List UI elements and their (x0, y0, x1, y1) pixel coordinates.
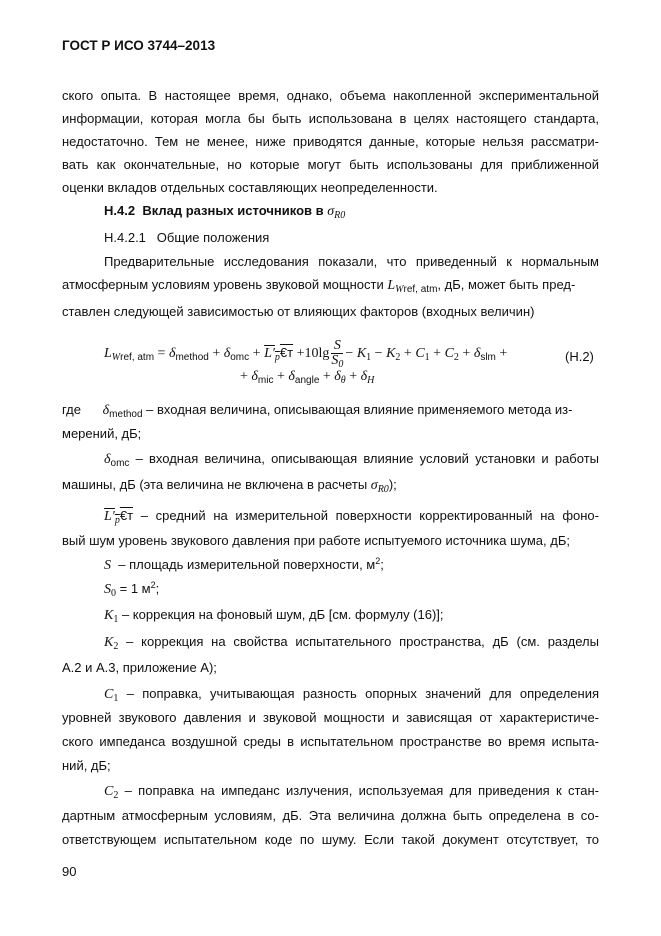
para1-line-4: вать как окончательные, но которые могут быть использованы для приближенной (62, 157, 599, 172)
para1-line-1: ского опыта. В настоящее время, однако, объема накопленной экспериментальной (62, 88, 599, 103)
para2-text-b: , дБ, может быть пред- (437, 277, 576, 292)
section-symbol: σ (327, 204, 335, 219)
equation-line-1: $L_{Wref, atm} = \delta_{method} + \delta_{omc}$ + $L'_p€т +10\lg$ $\frac{S}{S_0}$ − $K_1 - K_2 + C_1 + C_2 + \delta_{slm}$ + (104, 337, 508, 370)
eq-c2: C (444, 346, 454, 361)
def-c2-line-1: $C_2$ – поправка на импеданс излучения, используемая для приведения к стан- (104, 783, 599, 801)
eq-k1: K (356, 346, 367, 361)
para2-symbol: L (387, 278, 396, 293)
eq-equals: = (154, 346, 169, 361)
def-lp-line-2: вый шум уровень звукового давления при работе испытуемого источника шума, дБ; (62, 533, 570, 548)
subsection-title: Общие положения (156, 230, 270, 245)
section-number: H.4.2 (104, 203, 136, 218)
section-title: Вклад разных источников в (142, 203, 324, 218)
para2-symbol-sub: Wref, atm (395, 284, 438, 295)
def-where: где (62, 402, 81, 417)
def-lp-text: – средний на измерительной поверхности корректированный на фоно- (140, 508, 599, 523)
def-lp-line-1: $L'_p€т$ – средний на измерительной поверхности корректированный на фоно- (104, 508, 599, 526)
def-omc-line-1: $\delta_{omc}$ – входная величина, описывающая влияние условий установки и работы (104, 451, 599, 469)
def-c1-line-4: ний, дБ; (62, 758, 111, 773)
def-method-line-1: где $\delta_{method}$ – входная величина, описывающая влияние применяемого метода из- (62, 402, 573, 420)
eq-delta-method-sub: method (175, 352, 209, 363)
def-method-text: – входная величина, описывающая влияние применяемого метода из- (146, 402, 573, 417)
equation-line-2: + $\delta_{mic} + \delta_{angle} + \delta_\theta + \delta_H$ (240, 369, 375, 386)
section-symbol-sub: R0 (334, 210, 346, 221)
eq-c1: C (415, 346, 425, 361)
def-c2-line-3: ответствующем испытательном коде по шуму. Если такой документ отсутствует, то (62, 832, 599, 847)
def-omc-text: – входная величина, описывающая влияние условий установки и работы (135, 451, 599, 466)
eq-delta-angle: δ (288, 369, 295, 384)
para2-text-a: атмосферным условиям уровень звуковой мощности (62, 277, 384, 292)
def-c1-line-1: $C_1$ – поправка, учитывающая разность опорных значений для определения (104, 686, 599, 704)
def-method-line-2: мерений, дБ; (62, 426, 142, 441)
equation-number: (H.2) (565, 349, 594, 364)
def-omc-line-2: машины, дБ (эта величина не включена в расчеты $\sigma_{R0}$); (62, 477, 397, 495)
def-c2-line-2: дартным атмосферным условиям, дБ. Эта величина должна быть определена в со- (62, 808, 599, 823)
document-header: ГОСТ Р ИСО 3744–2013 (62, 38, 216, 53)
para2-line-1: Предварительные исследования показали, что приведенный к нормальным (104, 254, 599, 269)
subsection-heading (104, 230, 599, 245)
eq-log: 10lg (304, 346, 330, 361)
eq-delta-slm: δ (473, 346, 481, 361)
para1-line-5: оценки вкладов отдельных составляющих неопределенности. (62, 180, 438, 195)
eq-k2: K (386, 346, 396, 361)
def-s: S – площадь измерительной поверхности, $м^2$; (104, 556, 384, 573)
def-k2-line-1: $K_2$ – коррекция на свойства испытательного пространства, дБ (см. разделы (104, 634, 599, 652)
eq-delta-omc-sub: omc (230, 352, 250, 363)
eq-delta-method: δ (168, 346, 176, 361)
eq-delta-omc: δ (223, 346, 231, 361)
eq-lhs-sub: Wref, atm (111, 352, 155, 363)
para1-line-2: информации, которая могла бы быть использована в целях настоящего стандарта, (62, 111, 599, 126)
eq-fraction: $\frac{S}{S_0}$ (331, 337, 344, 370)
eq-delta-theta: δ (334, 369, 341, 384)
def-s0: $S_0 = 1$ $м^2$; (104, 580, 160, 599)
def-k2-line-2: А.2 и А.3, приложение А); (62, 660, 217, 675)
eq-lp-overline: $L'_p€т$ (264, 345, 294, 363)
para2-line-2 (62, 277, 599, 294)
def-k1: $K_1$ – коррекция на фоновый шум, дБ [см. формулу (16)]; (104, 607, 444, 625)
eq-lhs: L (104, 346, 112, 361)
eq-delta-h: δ (360, 369, 368, 384)
def-c1-line-3: ского импеданса воздушной среды в испытательном пространстве во время испыта- (62, 734, 599, 749)
def-c1-line-2: уровней звукового давления и звуковой мощности и зависящая от характеристиче- (62, 710, 599, 725)
page-number: 90 (62, 864, 77, 879)
para1-line-3: недостаточно. Тем не менее, ниже приводятся данные, которые нельзя рассматри- (62, 134, 599, 149)
eq-delta-mic: δ (251, 369, 258, 384)
section-heading (104, 203, 599, 220)
para2-line-3: ставлен следующей зависимостью от влияющих факторов (входных величин) (62, 304, 535, 319)
subsection-number: H.4.2.1 (104, 230, 146, 245)
